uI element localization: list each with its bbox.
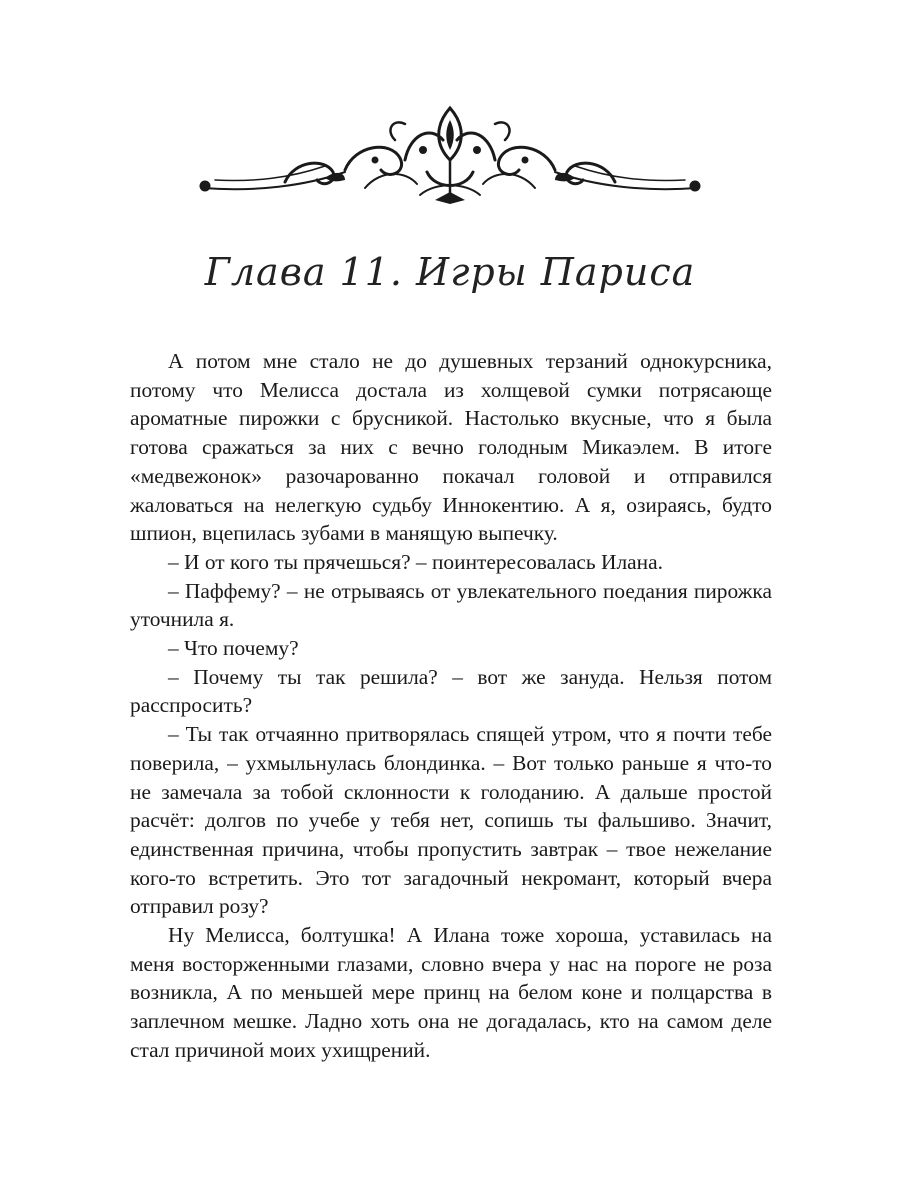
chapter-title: Глава 11. Игры Париса [204, 250, 696, 294]
paragraph: – Почему ты так решила? – вот же зануда. Нельзя потом расспросить? [130, 664, 772, 718]
paragraph: Ну Мелисса, болтушка! А Илана тоже хороша, уставилась на меня восторженными глазами, словно вчера у нас на пороге не роза возникла, А по меньшей мере принц на белом коне и полцарства в заплечном мешке. Ладно хоть она не догадалась, кто на самом деле стал причиной моих ухищрений. [130, 923, 772, 1062]
chapter-text [130, 347, 772, 1065]
paragraph: – Что почему? [168, 636, 299, 661]
paragraph: – Ты так отчаянно притворялась спящей утром, что я почти тебе поверила, – ухмыльнулась блондинка. – Вот только раньше я что-то не замечала за тобой склонности к голоданию. А дальше простой расчёт: долгов по учебе у тебя нет, сопишь ты фальшиво. Значит, единственная причина, чтобы пропустить завтрак – твое нежелание кого-то встретить. Это тот загадочный некромант, который вчера отправил розу? [130, 722, 772, 919]
paragraph: А потом мне стало не до душевных терзаний однокурсника, потому что Мелисса достала из холщевой сумки потрясающе ароматные пирожки с брусникой. Настолько вкусные, что я была готова сражаться за них с вечно голодным Микаэлем. В итоге «медвежонок» разочарованно покачал головой и отправился жаловаться на нелегкую судьбу Иннокентию. А я, озираясь, будто шпион, вцепилась зубами в манящую выпечку. [130, 349, 772, 546]
paragraph: – И от кого ты прячешься? – поинтересовалась Илана. [168, 549, 663, 574]
paragraph: – Паффему? – не отрываясь от увлекательного поедания пирожка уточнила я. [130, 578, 772, 632]
ornament-icon [195, 100, 705, 210]
